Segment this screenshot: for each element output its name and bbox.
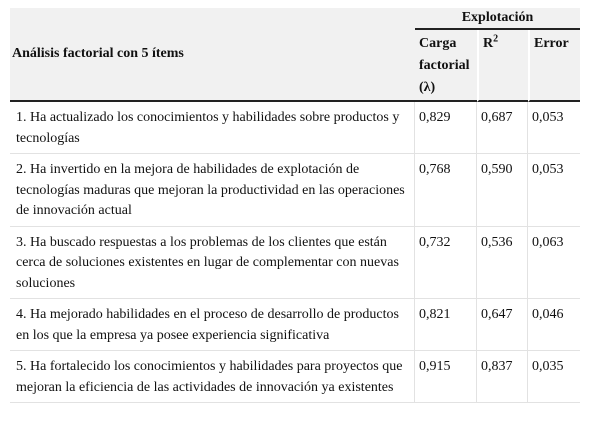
table-row: [10, 299, 580, 351]
column-header-r2: [477, 30, 528, 102]
r2-superscript: 2: [493, 33, 499, 45]
error-value: 0,046: [528, 299, 580, 351]
item-text: 3. Ha buscado respuestas a los problemas de los clientes que están cerca de soluciones existentes en lugar de complementar con nuevas soluciones: [10, 227, 415, 300]
factor-analysis-table: [10, 8, 580, 403]
error-value: 0,063: [528, 227, 580, 300]
r2-value: 0,687: [477, 102, 528, 154]
table-row: [10, 154, 580, 227]
r2-value: 0,536: [477, 227, 528, 300]
column-header-error: Error: [528, 30, 580, 102]
column-header-loading: Carga factorial (λ): [415, 30, 477, 102]
loading-value: 0,732: [415, 227, 477, 300]
item-text: 5. Ha fortalecido los conocimientos y habilidades para proyectos que mejoran la eficiencia de las actividades de innovación ya existentes: [10, 351, 415, 403]
item-text: 2. Ha invertido en la mejora de habilidades de explotación de tecnologías maduras que mejoran la productividad en las operaciones de innovación actual: [10, 154, 415, 227]
table-row: [10, 227, 580, 300]
loading-value: 0,821: [415, 299, 477, 351]
error-value: 0,053: [528, 154, 580, 227]
error-value: 0,035: [528, 351, 580, 403]
item-text: 1. Ha actualizado los conocimientos y habilidades sobre productos y tecnologías: [10, 102, 415, 154]
table-row: [10, 351, 580, 403]
loading-value: 0,915: [415, 351, 477, 403]
item-text: 4. Ha mejorado habilidades en el proceso de desarrollo de productos en los que la empresa ya posee experiencia significativa: [10, 299, 415, 351]
loading-value: 0,829: [415, 102, 477, 154]
header-row-group: [10, 8, 580, 30]
r2-value: 0,837: [477, 351, 528, 403]
group-header-explotacion: Explotación: [415, 8, 580, 30]
table-title: Análisis factorial con 5 ítems: [10, 8, 415, 102]
error-value: 0,053: [528, 102, 580, 154]
r2-label: R: [483, 36, 494, 51]
loading-value: 0,768: [415, 154, 477, 227]
r2-value: 0,647: [477, 299, 528, 351]
table-row: [10, 102, 580, 154]
r2-value: 0,590: [477, 154, 528, 227]
